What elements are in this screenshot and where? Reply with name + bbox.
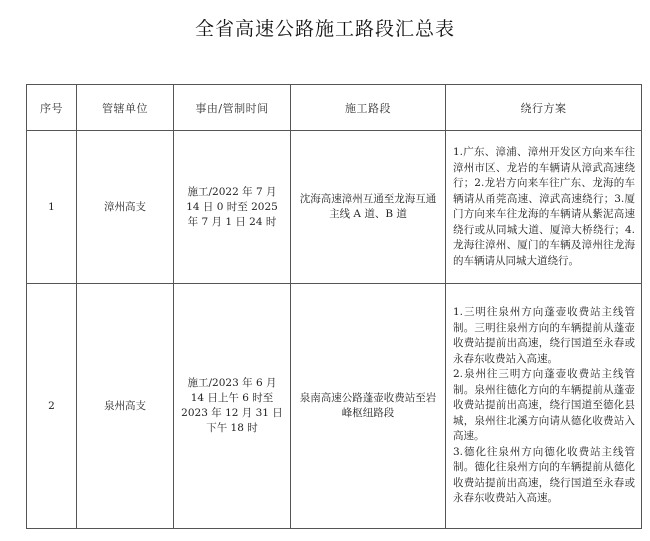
header-construction-section: 施工路段 (291, 85, 446, 131)
row-control-time-text: 施工/2023 年 6 月 14 日上午 6 时至 2023 年 12 月 31 日下午 18 时 (181, 377, 283, 434)
detour-paragraph: 3.德化往泉州方向德化收费站主线管制。德化往泉州方向的车辆提前从德化收费站提前出高速，绕行国道至永春或永春东收费站入高速。 (453, 445, 635, 505)
row-construction-section (291, 131, 446, 284)
detour-paragraph: 1.广东、漳浦、漳州开发区方向来车往漳州市区、龙岩的车辆请从漳武高速绕行；2.龙岩方向来车往广东、龙海的车辆请从甬莞高速、漳武高速绕行；3.厦门方向来车往龙海的车辆请从紫泥高速绕行或从同城大道、厦漳大桥绕行；4.龙海往漳州、厦门的车辆及漳州往龙海的车辆请从同城大道绕行。 (453, 146, 635, 267)
row-serial-number: 2 (27, 284, 77, 529)
construction-table (26, 84, 642, 529)
header-reason-control-time: 事由/管制时间 (174, 85, 291, 131)
row-detour-plan-text (446, 301, 641, 511)
table-header-row (27, 85, 642, 131)
row-detour-plan (446, 131, 642, 284)
table-row (27, 284, 642, 529)
row-jurisdiction-unit: 泉州高支 (77, 284, 174, 529)
row-construction-section-text: 泉南高速公路蓬壶收费站至岩峰枢纽路段 (299, 392, 437, 419)
row-control-time (174, 284, 291, 529)
detour-paragraph: 2.泉州往三明方向蓬壶收费站主线管制。泉州往德化方向的车辆提前从蓬壶收费站提前出高速，绕行国道至德化县城，泉州往北溪方向请从德化收费站入高速。 (453, 368, 635, 443)
header-jurisdiction-unit: 管辖单位 (77, 85, 174, 131)
row-construction-section (291, 284, 446, 529)
header-detour-plan: 绕行方案 (446, 85, 642, 131)
row-control-time (174, 131, 291, 284)
table-row (27, 131, 642, 284)
row-control-time-text: 施工/2022 年 7 月 14 日 0 时至 2025 年 7 月 1 日 24 时 (186, 185, 278, 228)
page-title: 全省高速公路施工路段汇总表 (194, 18, 455, 40)
detour-paragraph: 1.三明往泉州方向蓬壶收费站主线管制。三明往泉州方向的车辆提前从蓬壶收费站提前出高速，绕行国道至永春或永春东收费站入高速。 (453, 306, 635, 365)
row-serial-number: 1 (27, 131, 77, 284)
row-jurisdiction-unit: 漳州高支 (77, 131, 174, 284)
row-detour-plan-text (446, 141, 641, 273)
header-serial-number: 序号 (27, 85, 77, 131)
row-construction-section-text: 沈海高速漳州互通至龙海互通主线 A 道、B 道 (299, 193, 437, 220)
row-detour-plan (446, 284, 642, 529)
